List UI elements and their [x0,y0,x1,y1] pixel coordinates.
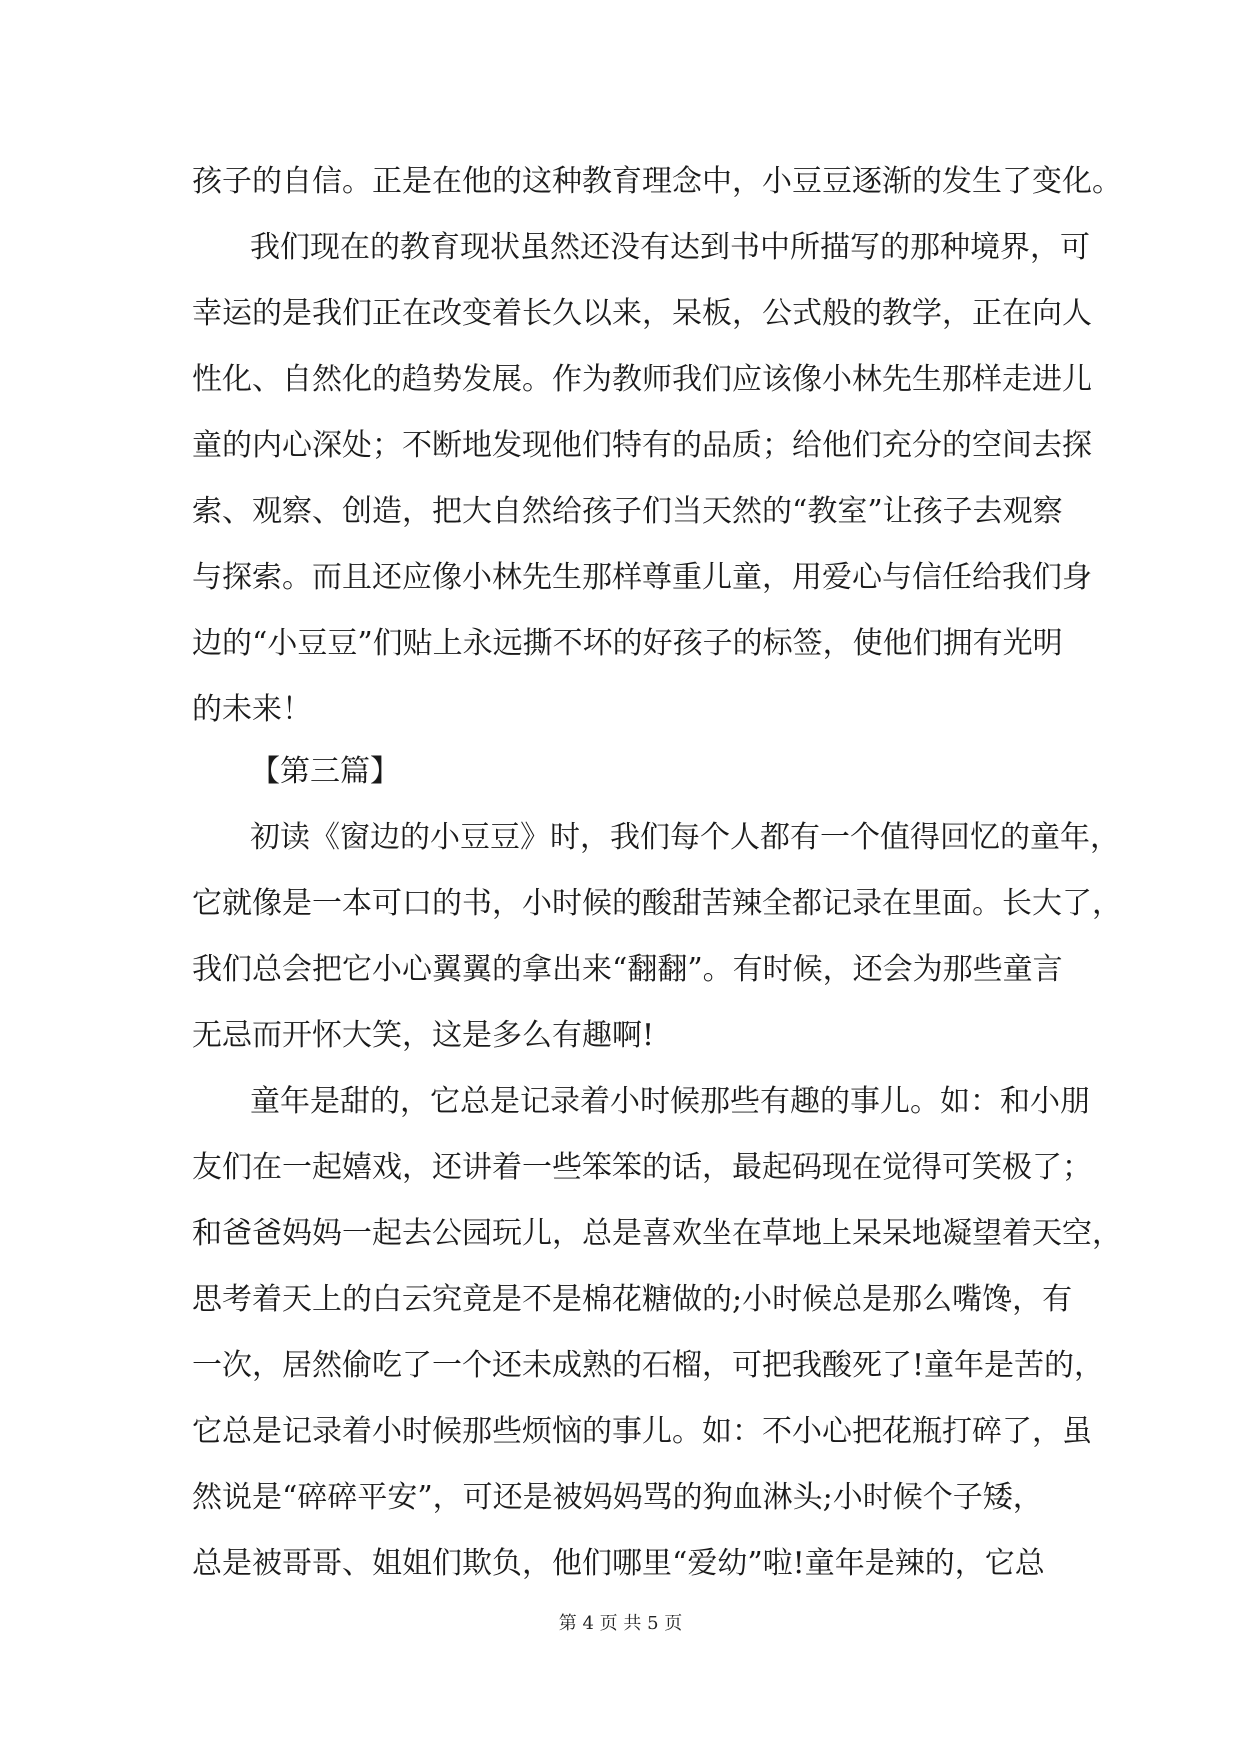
text-line: 它总是记录着小时候那些烦恼的事儿。如：不小心把花瓶打碎了，虽 [192,1414,1092,1449]
page-number-footer: 第 4 页 共 5 页 [558,1613,683,1634]
text-line: 一次，居然偷吃了一个还未成熟的石榴，可把我酸死了!童年是苦的， [192,1348,1105,1383]
text-line: 它就像是一本可口的书，小时候的酸甜苦辣全都记录在里面。长大了， [192,886,1122,921]
paragraph-first-line: 我们现在的教育现状虽然还没有达到书中所描写的那种境界，可 [250,230,1090,265]
text-line: 思考着天上的白云究竟是不是棉花糖做的;小时候总是那么嘴馋，有 [192,1282,1073,1317]
text-line: 边的“小豆豆”们贴上永远撕不坏的好孩子的标签，使他们拥有光明 [192,626,1063,661]
text-line: 和爸爸妈妈一起去公园玩儿，总是喜欢坐在草地上呆呆地凝望着天空， [192,1216,1122,1251]
text-line: 我们总会把它小心翼翼的拿出来“翻翻”。有时候，还会为那些童言 [192,952,1063,987]
text-line: 与探索。而且还应像小林先生那样尊重儿童，用爱心与信任给我们身 [192,560,1092,595]
text-line: 的未来！ [192,692,312,727]
text-line: 幸运的是我们正在改变着长久以来，呆板，公式般的教学，正在向人 [192,296,1092,331]
paragraph-first-line: 初读《窗边的小豆豆》时，我们每个人都有一个值得回忆的童年， [250,820,1120,855]
section-heading: 【第三篇】 [250,754,400,789]
text-line: 友们在一起嬉戏，还讲着一些笨笨的话，最起码现在觉得可笑极了； [192,1150,1092,1185]
text-line: 无忌而开怀大笑，这是多么有趣啊! [192,1018,655,1053]
text-line: 童的内心深处；不断地发现他们特有的品质；给他们充分的空间去探 [192,428,1092,463]
paragraph-first-line: 童年是甜的，它总是记录着小时候那些有趣的事儿。如：和小朋 [250,1084,1090,1119]
text-line: 性化、自然化的趋势发展。作为教师我们应该像小林先生那样走进儿 [192,362,1092,397]
text-line: 总是被哥哥、姐姐们欺负，他们哪里“爱幼”啦!童年是辣的，它总 [192,1546,1045,1581]
text-line: 孩子的自信。正是在他的这种教育理念中，小豆豆逐渐的发生了变化。 [192,164,1122,199]
text-line: 索、观察、创造，把大自然给孩子们当天然的“教室”让孩子去观察 [192,494,1063,529]
text-line: 然说是“碎碎平安”，可还是被妈妈骂的狗血淋头;小时候个子矮， [192,1480,1043,1515]
